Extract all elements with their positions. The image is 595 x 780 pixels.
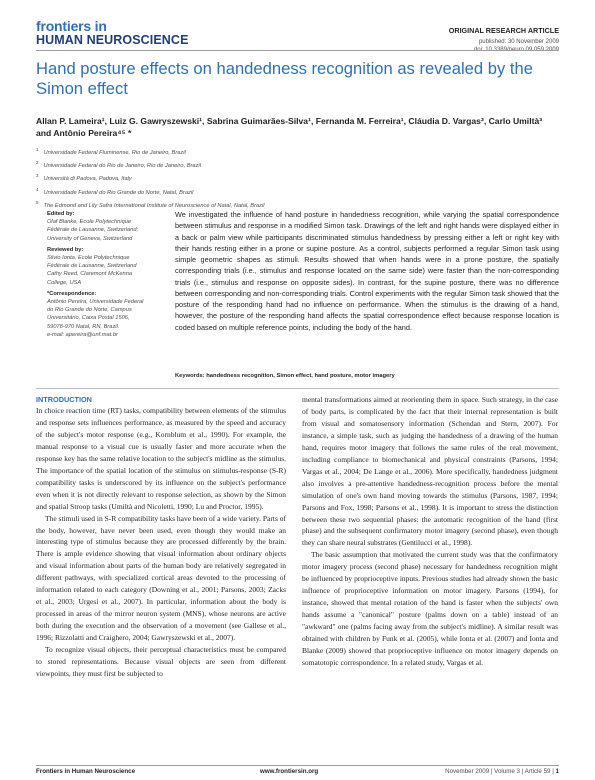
keywords-text: handedness recognition, Simon effect, hand posture, motor imagery [206,373,395,379]
body-paragraph: In choice reaction time (RT) tasks, compatibility between elements of the stimulus and response sets influences performance, as measured by the speed and accuracy of the subject's motor response (e.g., Kornblum et al., 1990). For example, the manual response to a visual cue is usually faster and more accurate when the response key has the same relative location to the subject's midline as the stimulus. The importance of the spatial location of the stimulus on stimulus-response (S-R) compatibility tasks is underscored by its influence on the subject's performance even when it is not directly relevant to response selection, as shown by the Simon and spatial Stroop tasks (Umiltà and Nicoletti, 1990; Lu and Proctor, 1995). [36,406,286,511]
body-paragraph: To recognize visual objects, their perceptual characteristics must be compared to stored representations. Because visual objects are seen from different viewpoints, they must first be subjected to [36,645,286,678]
keywords-line [175,373,559,379]
journal-name-line2: HUMAN NEUROSCIENCE [36,33,189,47]
abstract-text: We investigated the influence of hand posture in handedness recognition, while varying the spatial correspondence between stimulus and response in a modified Simon task. Drawings of the left and right hands were displayed either in a back or palm view while participants discriminated stimulus handedness by pressing either a left or right key with their hands resting either in a prone or supine posture. As a control, subjects performed a regular Simon task using simple geometric shapes as stimuli. Results showed that when hands were in a prone posture, the spatially corresponding trials (i.e., stimulus and response located on the same side) were faster than the non-corresponding trials (i.e., stimulus and response on opposite sides). In contrast, for the supine posture, there was no difference between corresponding and non-corresponding trials. Control experiments with the regular Simon task showed that the posture of the responding hand had no influence on performance. When the stimulus is the drawing of a hand, however, the posture of the responding hand affects the spatial correspondence effect because response location is coded based on multiple reference points, including the body of the hand. [175,210,559,332]
published-date: published: 30 November 2009 [478,39,559,45]
section-heading-introduction: INTRODUCTION [36,395,92,404]
header-divider [36,50,559,51]
correspondence-text[interactable]: Antônio Pereira, Universidade Federal do Rio Grande do Norte, Campus Universitário, Caixa Postal 1506, 59078-970 Natal, RN, Brazil. e-mail: apereira@unf.mat.br [47,299,144,338]
keywords-label: Keywords: [175,373,205,379]
page-number: 1 [555,768,559,775]
journal-logo[interactable] [36,19,189,47]
journal-name-line1: frontiers in [36,18,107,34]
reviewed-by-label: Reviewed by: [47,246,84,253]
section-divider [36,388,559,389]
article-title: Hand posture effects on handedness recognition as revealed by the Simon effect [36,59,533,98]
footer-journal: Frontiers in Human Neuroscience [36,768,136,775]
body-paragraph: mental transformations aimed at reorienting them in space. Such strategy, in the case of body parts, is complicated by the fact that their internal representation is built from visual and somatosensory information (Schendan and Stern, 2007). For instance, a simple task, such as judging the handedness of a drawing of the human hand, requires motor imagery that follows the same rules of the real movement, including compliance to biomechanical and physical constraints (Parsons, 1994; Vargas et al., 2004; De Lange et al., 2006). More specifically, handedness judgment also involves a pre-attentive handedness-recognition process before the mental simulation of one's own hand moving towards the stimulus (Parsons, 1987, 1994; Parsons and Fox, 1998; Parsons et al., 1998). It is important to stress the distinction between these two sequential phases: the automatic recognition of the hand (first phase) and the subsequent confirmatory motor imagery (second phase), even though they can share neural substrates (Gentilucci et al., 1998). [302,395,558,548]
body-column-left [36,394,286,680]
article-type: ORIGINAL RESEARCH ARTICLE [448,26,559,35]
affiliation-item: $^2$Universidade Federal do Rio de Janeiro, Rio de Janeiro, Brazil [36,160,201,170]
affiliation-list [36,145,559,211]
footer-website[interactable]: www.frontiersin.org [260,768,319,775]
affiliation-item: $^3$Università di Padova, Padova, Italy [36,173,132,183]
body-paragraph: The basic assumption that motivated the current study was that the confirmatory motor imagery process (second phase) necessary for handedness recognition might be influenced by proprioceptive inputs. Previous studies had already shown the basic influence of proprioceptive information on motor imagery. Parsons (1994), for instance, showed that mental rotation of the hand is faster when the subjects' own hands assume a "canonical" posture (palms down on a table) instead of an "awkward" one (palms facing away from the subject's midline). A similar result was obtained with children by Funk et al. (2005), while Ionta et al. (2007) and Ionta and Blanke (2009) showed that proprioceptive influence on motor imagery depends on somatotopic correspondence. In a related study, Vargas et al. [302,550,558,667]
footer-issue-text: November 2009 | Volume 3 | Article 59 | [445,768,554,775]
footer-issue [445,768,559,775]
correspondence-label: *Correspondence: [47,290,97,297]
edited-by-label: Edited by: [47,211,75,217]
correspondence-block [47,290,155,339]
affiliation-item: $^4$Universidade Federal do Rio Grande do Norte, Natal, Brazil [36,186,194,196]
article-meta [449,19,559,54]
body-paragraph: The stimuli used in S-R compatibility tasks have been of a wide variety. Parts of the body, however, have never been used, even though they would make an interesting type of stimulus because they are processed differently by the brain. There is ample evidence showing that visual information about ordinary objects and visual information about parts of the human body are relatively segregated in different pathways, with specialized cortical areas devoted to the processing of information related to each category (Downing et al., 2001; Parsons, 2003; Zacks et al., 2003; Urgesi et al., 2007). In particular, information about the body is processed in areas of the mirror neuron system (MNS), whose neurons are active both during the execution and the observation of a movement (see Gallese et al., 1996; Rizzolatti and Craighero, 2004; Gawryszewski et al., 2007). [36,513,286,643]
body-column-right [302,394,558,669]
affiliation-item: $^1$Universidade Federal Fluminense, Rio de Janeiro, Brazil [36,147,186,156]
author-list: Allan P. Lameira¹, Luiz G. Gawryszewski¹, Sabrina Guimarães-Silva¹, Fernanda M. Ferreira¹, Cláudia D. Vargas², Carlo Umiltà³ and Antônio Pereira⁴⁵ * [36,116,543,139]
reviewed-by-text: Silvio Ionta, Ecole Polytechnique Fédérale de Lausanne, Switzerland Cathy Reed, Claremont McKenna College, USA [47,255,137,286]
editorial-sidebar [47,210,155,342]
footer-divider [36,765,559,766]
reviewed-by-block [47,246,155,287]
edited-by-block [47,210,155,243]
edited-by-text: Olaf Blanke, Ecole Polytechnique Fédérale de Lausanne, Switzerland; University of Geneva, Switzerland [47,219,139,242]
affiliation-item: $^5$The Edmond and Lily Safra International Institute of Neuroscience of Natal, Natal, Brazil [36,199,265,209]
page-header [0,0,595,52]
